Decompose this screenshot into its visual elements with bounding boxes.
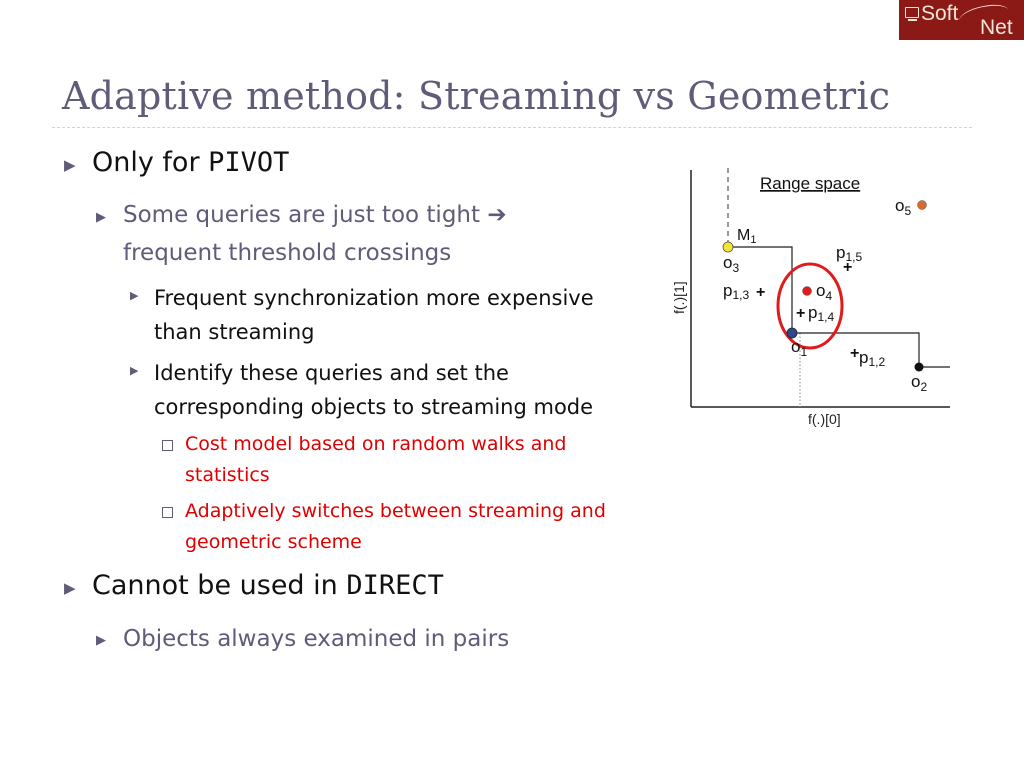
line: Objects always examined in pairs — [123, 626, 510, 652]
line: Some queries are just too tight ➔ — [123, 202, 507, 228]
bullet-arrow-icon: ▶ — [64, 579, 76, 597]
bullet-text: Cannot be used in — [92, 570, 347, 601]
plus-p14: + — [796, 305, 806, 322]
bullet-arrow-icon: ▶ — [64, 156, 76, 174]
bullet-arrow-icon: ▶ — [130, 364, 139, 377]
plus-p13: + — [756, 284, 766, 301]
pivot-code: PIVOT — [208, 147, 290, 178]
staircase-line — [728, 247, 950, 367]
label-o2: $o_2$ — [911, 372, 928, 394]
line: than streaming — [154, 320, 315, 344]
line: geometric scheme — [185, 531, 362, 553]
point-m1 — [723, 242, 733, 252]
line: frequent threshold crossings — [123, 240, 452, 266]
bullet-arrow-icon: ▶ — [96, 210, 106, 225]
bullet-arrow-icon: ▶ — [130, 289, 139, 302]
label-o3: $o_3$ — [723, 253, 740, 275]
line: Cost model based on random walks and — [185, 433, 567, 455]
line: Adaptively switches between streaming and — [185, 500, 606, 522]
logo-net-text: Net — [980, 16, 1013, 39]
label-p12: p1,2 — [859, 348, 886, 369]
label-o1: $o_1$ — [791, 337, 808, 359]
label-p14: p1,4 — [808, 303, 835, 324]
logo-soft-text: Soft — [921, 2, 959, 25]
slide-title: Adaptive method: Streaming vs Geometric — [62, 74, 891, 118]
line: Frequent synchronization more expensive — [154, 286, 594, 310]
line: statistics — [185, 464, 270, 486]
bullet-text: Only for — [92, 147, 209, 178]
point-o4 — [803, 287, 812, 296]
point-o5 — [918, 201, 927, 210]
label-p13: p1,3 — [723, 281, 750, 302]
line: Identify these queries and set the — [154, 361, 509, 385]
direct-code: DIRECT — [346, 570, 444, 601]
y-axis-label: f(.)[1] — [671, 281, 687, 314]
plus-p15: + — [843, 259, 853, 276]
label-o4: $o_4$ — [816, 281, 833, 303]
x-axis-label: f(.)[0] — [808, 411, 841, 427]
point-o2 — [915, 363, 924, 372]
label-p15: p1,5 — [836, 243, 863, 264]
line: corresponding objects to streaming mode — [154, 395, 594, 419]
label-o5: $o_5$ — [895, 196, 912, 218]
range-space-label: Range space — [760, 174, 861, 193]
plus-p12: + — [850, 345, 860, 362]
bullet-arrow-icon: ▶ — [96, 633, 106, 648]
label-m1: M1 — [737, 227, 757, 246]
